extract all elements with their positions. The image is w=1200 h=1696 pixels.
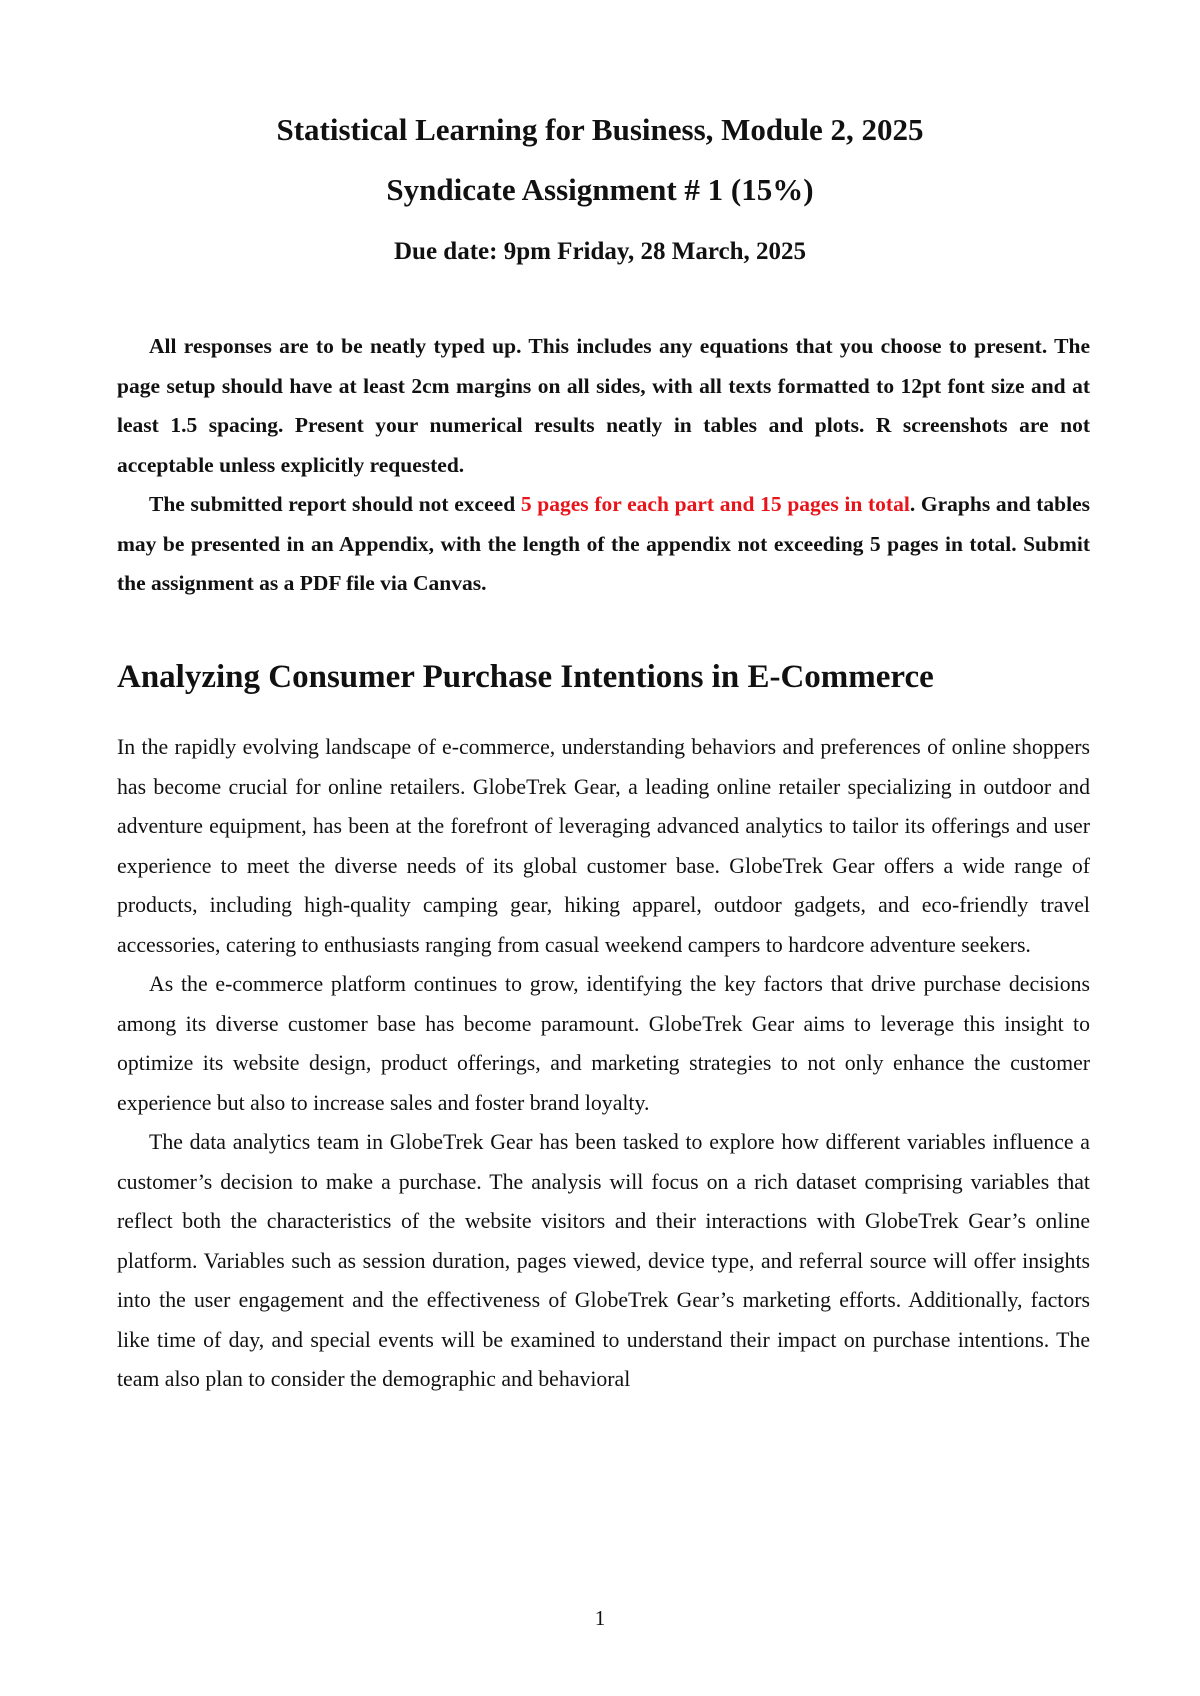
instructions-text-after: . Graphs and tables may be presented in an Appendix, with the length of the appendix not exceeding 5 pages in total. Submit the assignment as a PDF file via Canvas. xyxy=(117,492,1091,595)
assignment-subtitle: Syndicate Assignment # 1 (15%) xyxy=(386,172,814,207)
body-paragraph-1: In the rapidly evolving landscape of e-commerce, understanding behaviors and preferences of online shoppers has become crucial for online retailers. GlobeTrek Gear, a leading online retailer specializing in outdoor and adventure equipment, has been at the forefront of leveraging advanced analytics to tailor its offerings and user experience to meet the diverse needs of its global customer base. GlobeTrek Gear offers a wide range of products, including high-quality camping gear, hiking apparel, outdoor gadgets, and eco-friendly travel accessories, catering to enthusiasts ranging from casual weekend campers to hardcore adventure seekers. xyxy=(117,735,1090,957)
body-paragraph-3: The data analytics team in GlobeTrek Gear has been tasked to explore how different variables influence a customer’s decision to make a purchase. The analysis will focus on a rich dataset comprising variables that reflect both the characteristics of the website visitors and their interactions with GlobeTrek Gear’s online platform. Variables such as session duration, pages viewed, device type, and referral source will offer insights into the user engagement and the effectiveness of GlobeTrek Gear’s marketing efforts. Additionally, factors like time of day, and special events will be examined to understand their impact on purchase intentions. The team also plan to consider the demographic and behavioral xyxy=(117,1130,1090,1391)
instructions-block xyxy=(117,327,1090,604)
instructions-paragraph-2 xyxy=(117,485,1090,604)
section-heading: Analyzing Consumer Purchase Intentions in E-Commerce xyxy=(117,659,934,695)
instructions-text-before: The submitted report should not exceed xyxy=(149,492,521,516)
section-body xyxy=(117,728,1090,1400)
page-number: 1 xyxy=(594,1606,606,1630)
document-title: Statistical Learning for Business, Module 2, 2025 xyxy=(276,112,924,147)
body-paragraph-2: As the e-commerce platform continues to grow, identifying the key factors that drive purchase decisions among its diverse customer base has become paramount. GlobeTrek Gear aims to leverage this insight to optimize its website design, product offerings, and marketing strategies to not only enhance the customer experience but also to increase sales and foster brand loyalty. xyxy=(117,972,1090,1115)
instructions-paragraph-1: All responses are to be neatly typed up. This includes any equations that you choose to present. The page setup should have at least 2cm margins on all sides, with all texts formatted to 12pt font size and at least 1.5 spacing. Present your numerical results neatly in tables and plots. R screenshots are not acceptable unless explicitly requested. xyxy=(117,334,1090,477)
page-limit-highlight: 5 pages for each part and 15 pages in total xyxy=(520,492,910,516)
due-date: Due date: 9pm Friday, 28 March, 2025 xyxy=(393,238,806,265)
